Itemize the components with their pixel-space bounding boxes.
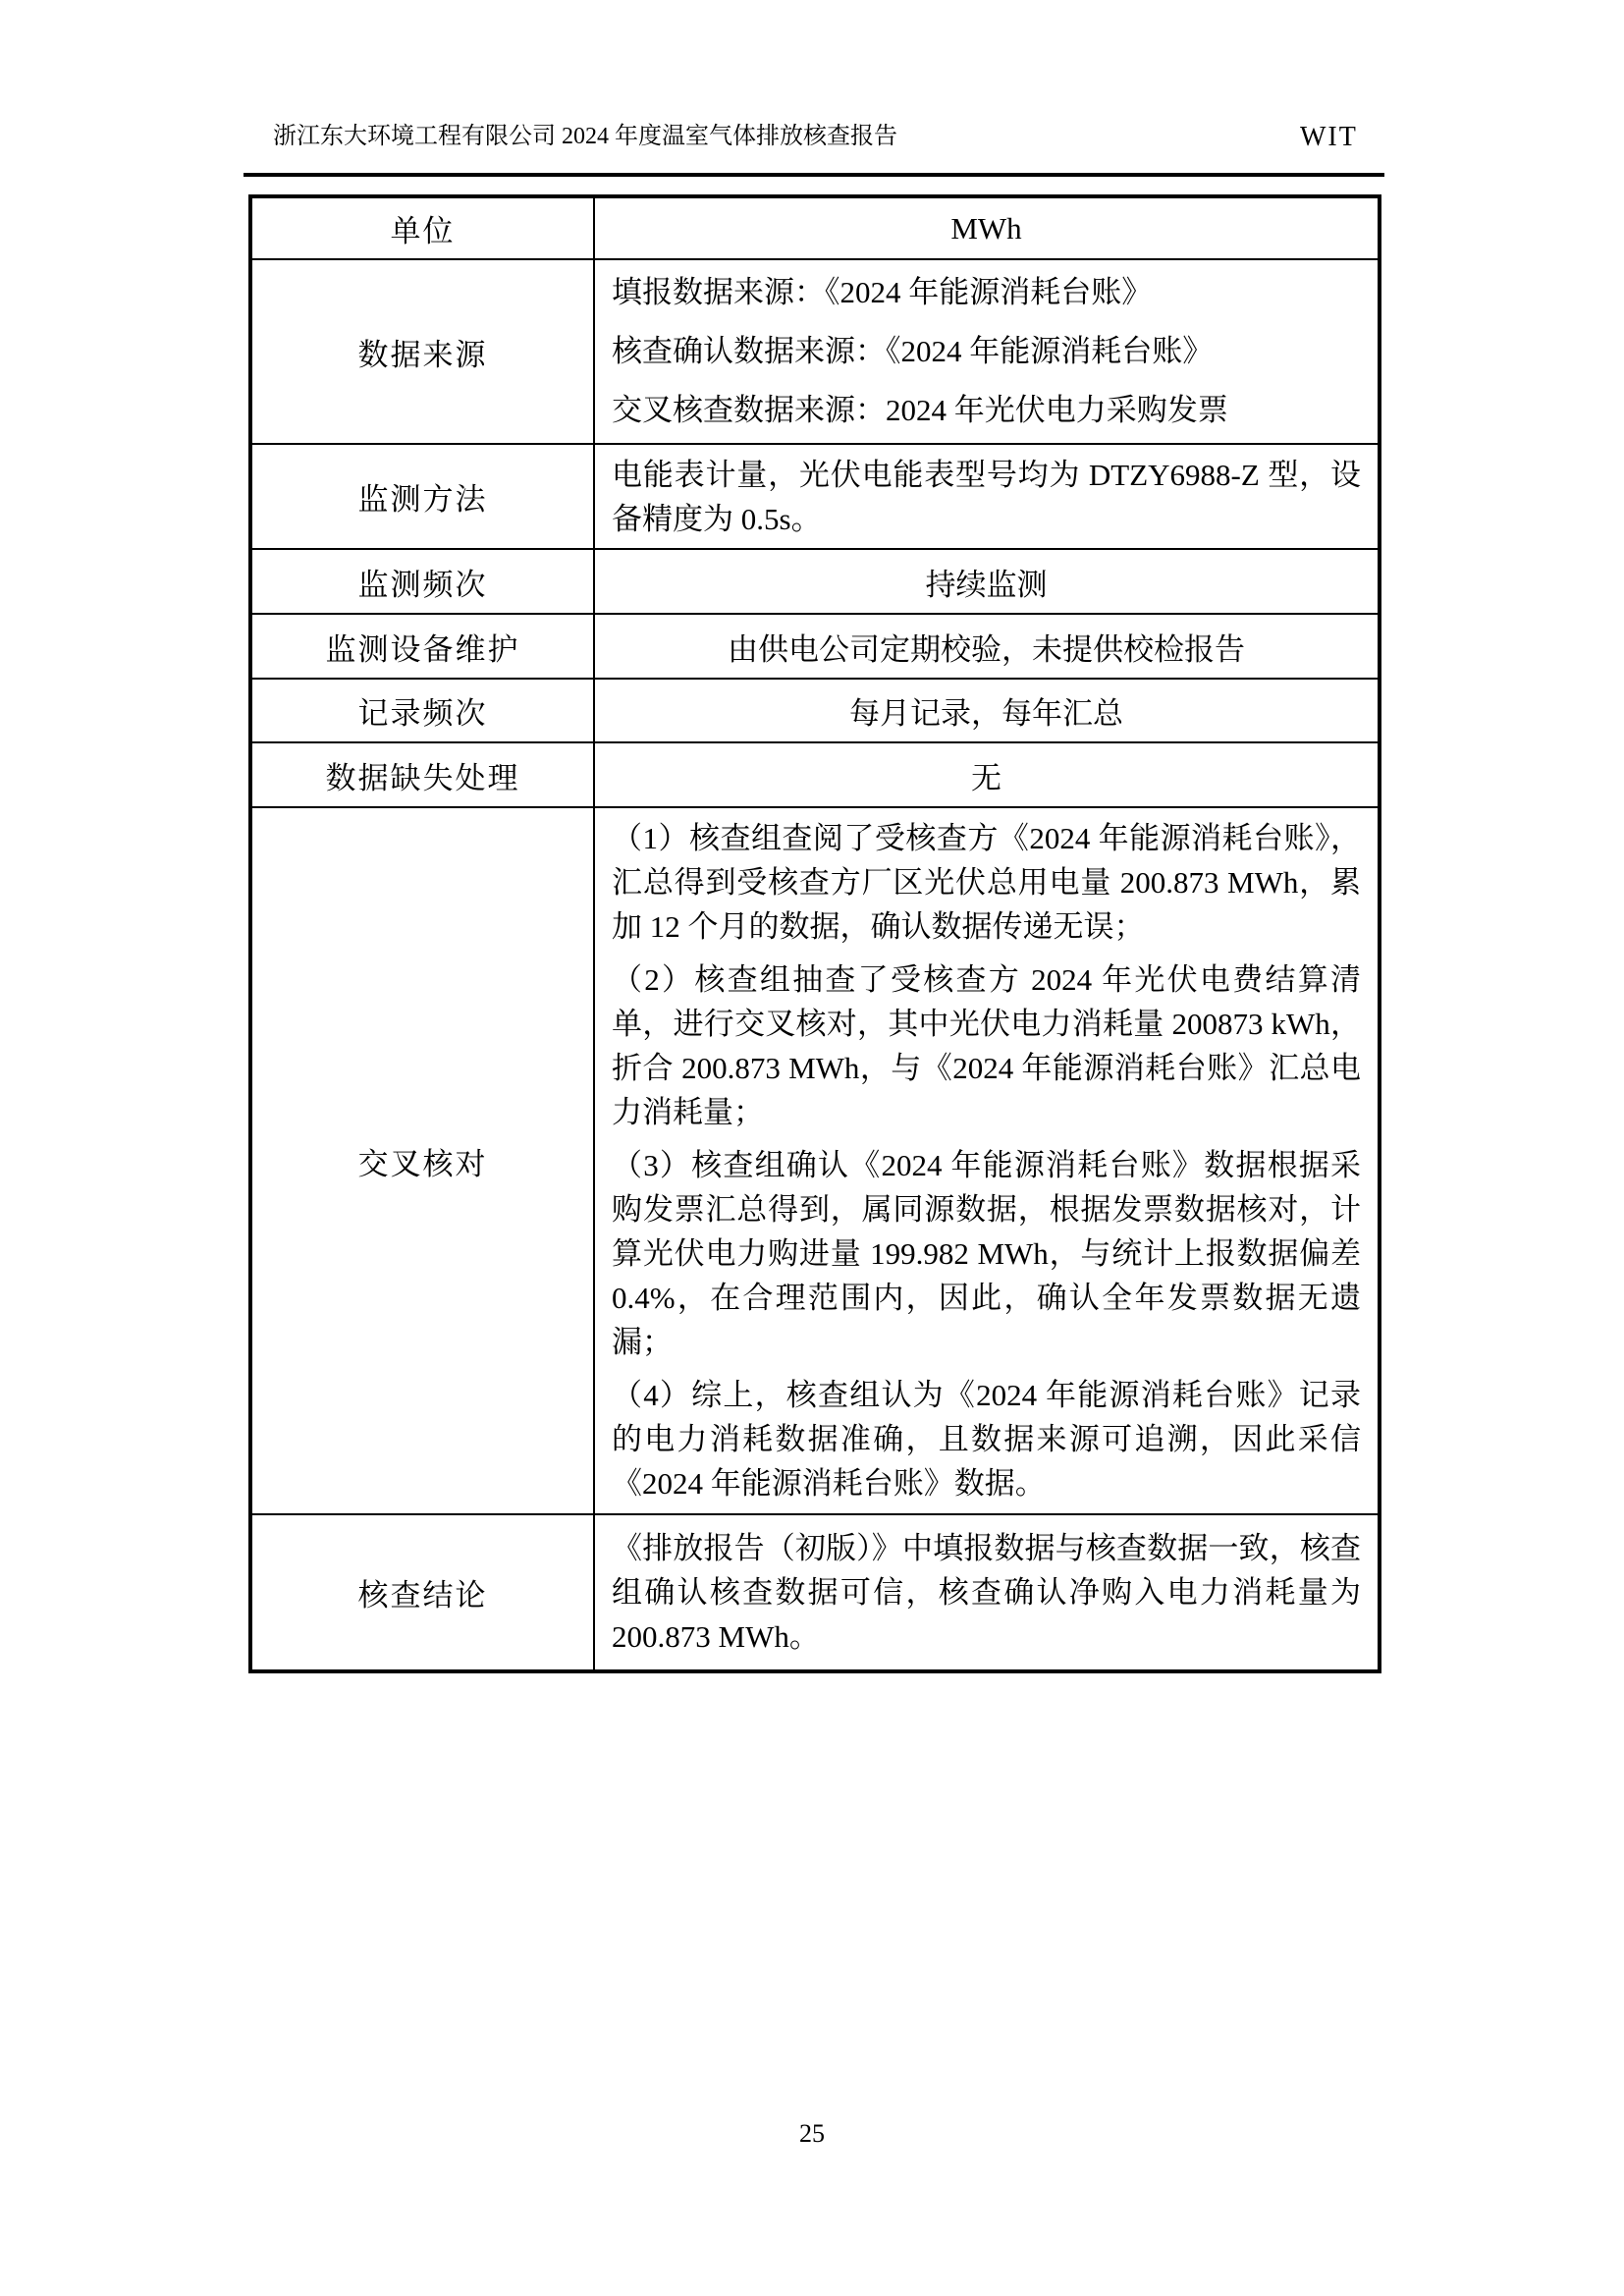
row-label-verification-conclusion: 核查结论 xyxy=(250,1514,594,1671)
cross-check-paragraph: （1）核查组查阅了受核查方《2024 年能源消耗台账》，汇总得到受核查方厂区光伏总用电量 200.873 MWh，累加 12 个月的数据，确认数据传递无误； xyxy=(612,821,1361,944)
header-rule xyxy=(244,173,1384,177)
row-value-verification-conclusion: 《排放报告（初版）》中填报数据与核查数据一致，核查组确认核查数据可信，核查确认净购入电力消耗量为 200.873 MWh。 xyxy=(594,1514,1380,1671)
row-label-cross-check: 交叉核对 xyxy=(250,807,594,1514)
cross-check-paragraph: （4）综上，核查组认为《2024 年能源消耗台账》记录的电力消耗数据准确，且数据来源可追溯，因此采信《2024 年能源消耗台账》数据。 xyxy=(612,1378,1361,1501)
table-row xyxy=(250,614,1380,679)
wit-logo: WIT xyxy=(1300,122,1358,152)
cross-check-paragraph: （2）核查组抽查了受核查方 2024 年光伏电费结算清单，进行交叉核对，其中光伏电力消耗量 200873 kWh，折合 200.873 MWh，与《2024 年能源消耗台账》汇总电力消耗量； xyxy=(612,962,1361,1129)
report-title: 浙江东大环境工程有限公司 2024 年度温室气体排放核查报告 xyxy=(273,124,897,149)
page-number: 25 xyxy=(799,2119,825,2148)
row-label-unit: 单位 xyxy=(250,196,594,259)
row-value-data-source xyxy=(594,259,1380,444)
row-label-missing-data-handling: 数据缺失处理 xyxy=(250,742,594,807)
row-label-monitoring-method: 监测方法 xyxy=(250,444,594,549)
row-value-cross-check xyxy=(594,807,1380,1514)
row-value-equipment-maintenance: 由供电公司定期校验，未提供校检报告 xyxy=(594,614,1380,679)
table-row xyxy=(250,444,1380,549)
table-row xyxy=(250,259,1380,444)
table-row xyxy=(250,807,1380,1514)
row-value-record-frequency: 每月记录，每年汇总 xyxy=(594,679,1380,742)
table-row xyxy=(250,1514,1380,1671)
row-label-record-frequency: 记录频次 xyxy=(250,679,594,742)
verification-table xyxy=(248,194,1381,1673)
row-label-data-source: 数据来源 xyxy=(250,259,594,444)
row-label-equipment-maintenance: 监测设备维护 xyxy=(250,614,594,679)
data-source-line: 交叉核查数据来源：2024 年光伏电力采购发票 xyxy=(612,393,1228,427)
row-value-missing-data-handling: 无 xyxy=(594,742,1380,807)
table-row xyxy=(250,742,1380,807)
row-value-monitoring-method: 电能表计量，光伏电能表型号均为 DTZY6988-Z 型，设备精度为 0.5s。 xyxy=(594,444,1380,549)
table-row xyxy=(250,196,1380,259)
table-row xyxy=(250,679,1380,742)
row-value-monitoring-frequency: 持续监测 xyxy=(594,549,1380,614)
cross-check-paragraph: （3）核查组确认《2024 年能源消耗台账》数据根据采购发票汇总得到，属同源数据，根据发票数据核对，计算光伏电力购进量 199.982 MWh，与统计上报数据偏差 0.4%，在合理范围内，因此，确认全年发票数据无遗漏； xyxy=(612,1148,1361,1359)
row-label-monitoring-frequency: 监测频次 xyxy=(250,549,594,614)
data-source-line: 填报数据来源：《2024 年能源消耗台账》 xyxy=(612,275,1153,309)
row-value-unit: MWh xyxy=(594,196,1380,259)
data-source-line: 核查确认数据来源：《2024 年能源消耗台账》 xyxy=(612,334,1214,368)
table-row xyxy=(250,549,1380,614)
